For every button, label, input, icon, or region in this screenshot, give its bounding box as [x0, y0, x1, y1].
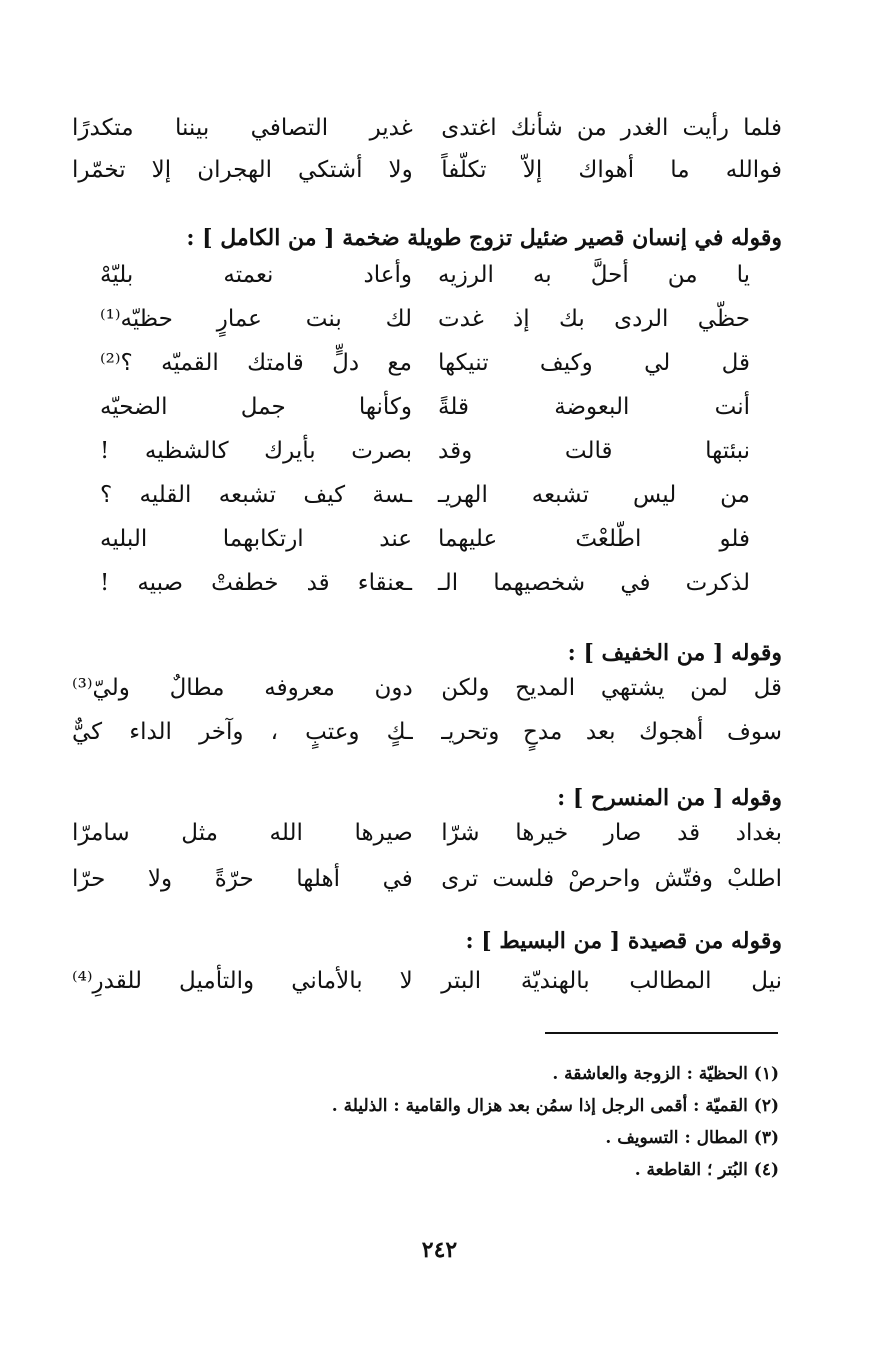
hemistich-first: فلو اطّلعْتَ عليهما — [438, 526, 750, 552]
hemistich-first: لذكرت في شخصيهما الـ — [438, 570, 750, 596]
hemistich-first: من ليس تشبعه الهريـ — [438, 482, 750, 508]
footnote: (٣) المطال : التسويف . — [605, 1128, 779, 1148]
poem-block-5 — [72, 968, 782, 1012]
verse-line — [100, 526, 750, 570]
hemistich-second: ولا أشتكي الهجران إلا تخمّرا — [72, 157, 413, 183]
hemistich-second: مع دلٍّ قامتك القميّه ؟⁽²⁾ — [100, 350, 412, 376]
verse-line — [72, 820, 782, 866]
hemistich-first: أنت البعوضة قلةً — [438, 394, 750, 420]
hemistich-second: دون معروفه مطالٌ وليّ⁽³⁾ — [72, 675, 413, 701]
hemistich-second: غدير التصافي بيننا متكدرًا — [72, 115, 413, 141]
verse-line — [72, 719, 782, 763]
hemistich-first: بغداد قد صار خيرها شرّا — [441, 820, 782, 846]
hemistich-first: يا من أحلَّ به الرزيه — [438, 262, 750, 288]
footnotes — [259, 1058, 779, 1186]
footnote-divider — [545, 1032, 778, 1034]
hemistich-first: فوالله ما أهواك إلاّ تكلّفاً — [441, 157, 782, 183]
verse-line — [72, 157, 782, 199]
footnote: (١) الحظيّة : الزوجة والعاشقة . — [552, 1064, 779, 1084]
verse-line — [100, 350, 750, 394]
hemistich-second: ـسة كيف تشبعه القليه ؟ — [100, 482, 412, 508]
footnote: (٤) البُتر ؛ القاطعة . — [634, 1160, 779, 1180]
poem-block-3 — [72, 675, 782, 763]
hemistich-second: ـعنقاء قد خطفتْ صبيه ! — [100, 570, 412, 596]
hemistich-first: فلما رأيت الغدر من شأنك اغتدى — [441, 115, 782, 141]
hemistich-second: وأعاد نعمته بليّهْ — [100, 262, 412, 288]
hemistich-first: اطلبْ وفتّش واحرصْ فلست ترى — [441, 866, 782, 892]
hemistich-first: نبئتها قالت وقد — [438, 438, 750, 464]
verse-line — [72, 866, 782, 912]
hemistich-second: صيرها الله مثل سامرّا — [72, 820, 413, 846]
verse-line — [72, 968, 782, 1012]
poem-block-2 — [100, 262, 750, 614]
hemistich-second: ـكٍ وعتبٍ ، وآخر الداء كيٌّ — [72, 719, 413, 745]
verse-line — [72, 675, 782, 719]
verse-line — [100, 262, 750, 306]
hemistich-first: قل لمن يشتهي المديح ولكن — [441, 675, 782, 701]
hemistich-first: سوف أهجوك بعد مدحٍ وتحريـ — [441, 719, 782, 745]
hemistich-first: حظّي الردى بك إذ غدت — [438, 306, 750, 332]
verse-line — [100, 570, 750, 614]
hemistich-first: نيل المطالب بالهنديّة البتر — [441, 968, 782, 994]
poem-block-1 — [72, 115, 782, 199]
poem-block-4 — [72, 820, 782, 912]
hemistich-second: بصرت بأيرك كالشظيه ! — [100, 438, 412, 464]
verse-line — [100, 482, 750, 526]
verse-line — [100, 394, 750, 438]
section-heading: وقوله في إنسان قصير ضئيل تزوج طويلة ضخمة [ من الكامل ] : — [186, 225, 782, 251]
verse-line — [72, 115, 782, 157]
verse-line — [100, 438, 750, 482]
hemistich-first: قل لي وكيف تنيكها — [438, 350, 750, 376]
verse-line — [100, 306, 750, 350]
hemistich-second: في أهلها حرّةً ولا حرّا — [72, 866, 413, 892]
hemistich-second: لا بالأماني والتأميل للقدرِ⁽⁴⁾ — [72, 968, 413, 994]
hemistich-second: لك بنت عمارٍ حظيّه⁽¹⁾ — [100, 306, 412, 332]
hemistich-second: عند ارتكابهما البليه — [100, 526, 412, 552]
section-heading: وقوله من قصيدة [ من البسيط ] : — [465, 928, 782, 954]
page-number: ٢٤٢ — [421, 1237, 458, 1263]
section-heading: وقوله [ من المنسرح ] : — [557, 785, 782, 811]
section-heading: وقوله [ من الخفيف ] : — [567, 640, 782, 666]
footnote: (٢) القميّة : أقمى الرجل إذا سمُن بعد هزال والقامية : الذليلة . — [331, 1096, 779, 1116]
hemistich-second: وكأنها جمل الضحيّه — [100, 394, 412, 420]
